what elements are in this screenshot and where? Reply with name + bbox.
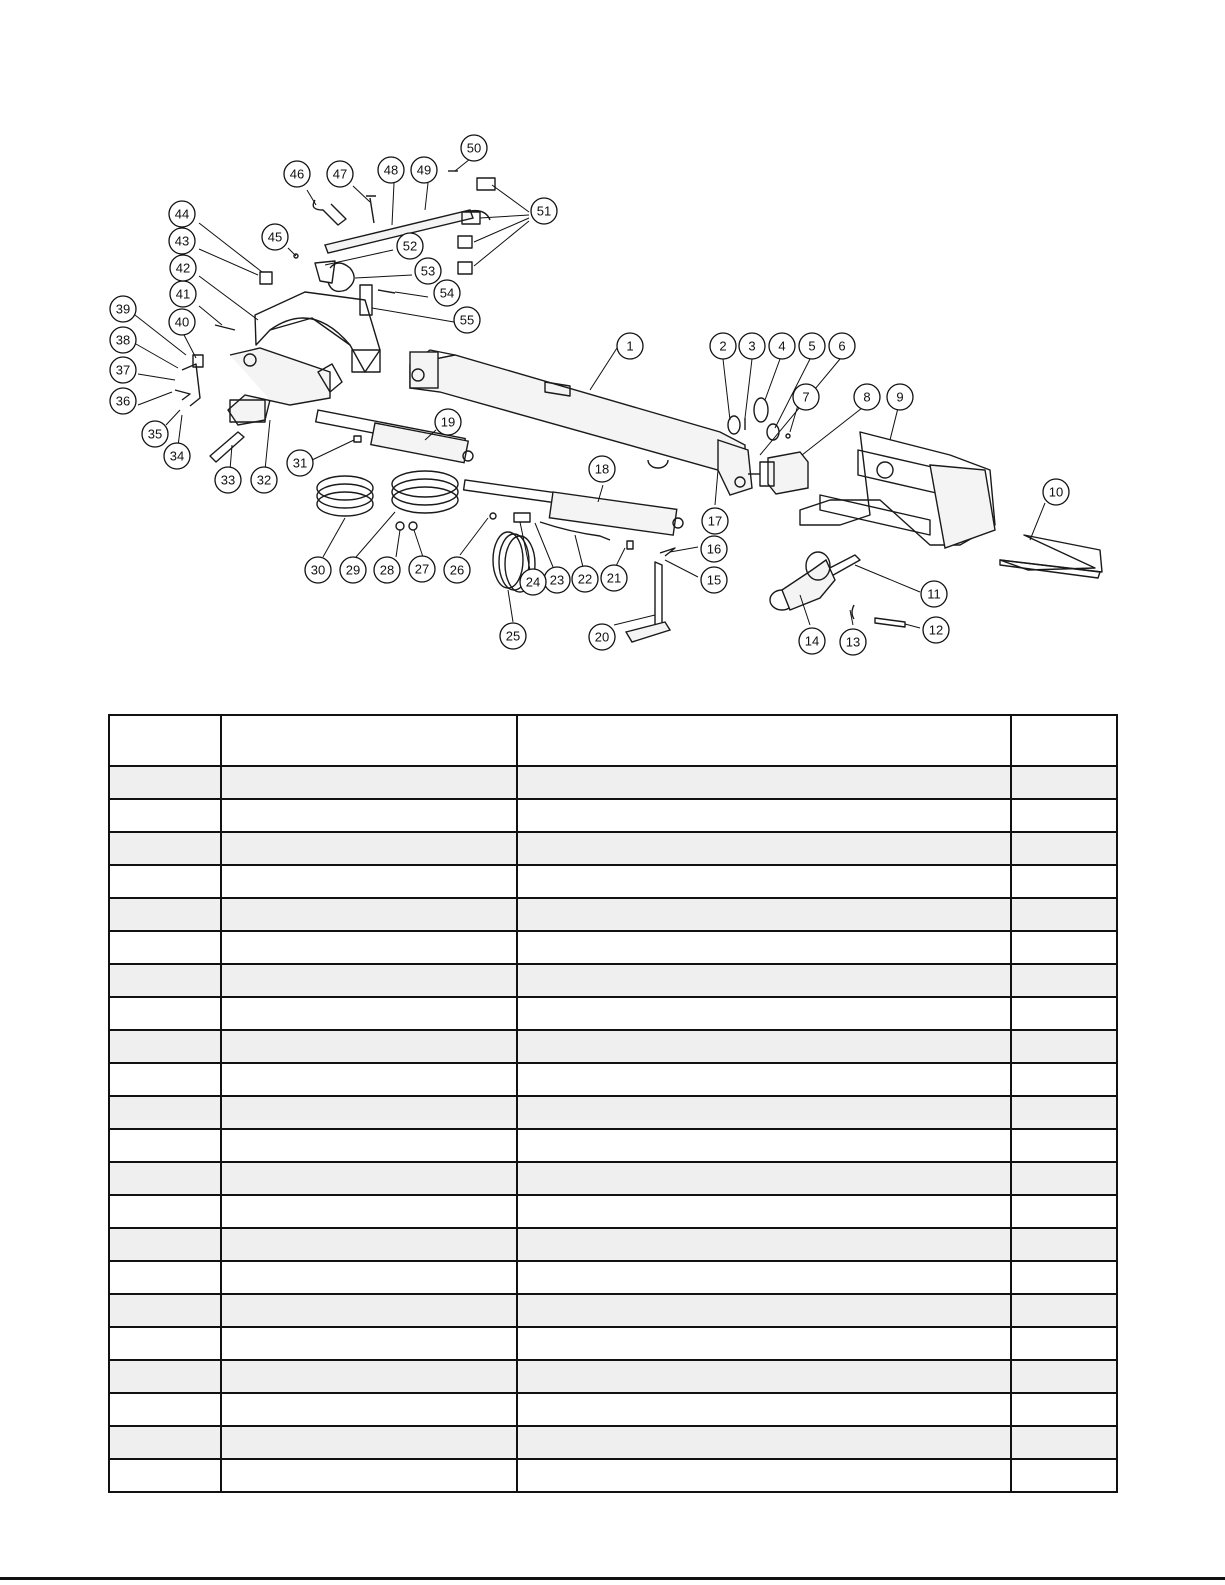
cell-item <box>109 898 221 931</box>
cell-part-number <box>221 1393 517 1426</box>
table-row <box>109 1294 1117 1327</box>
clip-13 <box>852 605 854 619</box>
cell-quantity <box>1011 766 1117 799</box>
cell-part-number <box>221 997 517 1030</box>
cell-part-number <box>221 766 517 799</box>
cell-part-number <box>221 931 517 964</box>
cell-quantity <box>1011 1459 1117 1492</box>
cell-description <box>517 1360 1011 1393</box>
cell-part-number <box>221 1030 517 1063</box>
callout-label: 36 <box>115 393 131 409</box>
callout-label: 43 <box>174 233 190 249</box>
table-row <box>109 898 1117 931</box>
cell-item <box>109 1360 221 1393</box>
callout-label: 53 <box>420 263 436 279</box>
table-row <box>109 1426 1117 1459</box>
table-row <box>109 1360 1117 1393</box>
callout-13 <box>840 629 866 655</box>
callout-label: 40 <box>174 314 190 330</box>
cell-part-number <box>221 1261 517 1294</box>
cell-part-number <box>221 865 517 898</box>
callout-25 <box>500 623 526 649</box>
callout-label: 28 <box>379 562 395 578</box>
table-row <box>109 1228 1117 1261</box>
callout-16 <box>701 536 727 562</box>
cell-part-number <box>221 1294 517 1327</box>
hitch-3pt-frame <box>800 432 995 548</box>
callout-label: 23 <box>549 572 565 588</box>
callout-48 <box>378 157 404 183</box>
cell-part-number <box>221 832 517 865</box>
cell-description <box>517 898 1011 931</box>
cell-description <box>517 931 1011 964</box>
cell-quantity <box>1011 1228 1117 1261</box>
cell-quantity <box>1011 964 1117 997</box>
cell-description <box>517 1393 1011 1426</box>
callout-23 <box>544 567 570 593</box>
cell-quantity <box>1011 1162 1117 1195</box>
cell-description <box>517 1030 1011 1063</box>
callout-label: 9 <box>896 389 904 405</box>
callout-label: 17 <box>707 513 723 529</box>
callout-label: 31 <box>292 455 308 471</box>
cell-quantity <box>1011 1360 1117 1393</box>
cell-quantity <box>1011 1129 1117 1162</box>
cell-description <box>517 1426 1011 1459</box>
callout-28 <box>374 557 400 583</box>
callout-50 <box>461 135 487 161</box>
callout-label: 37 <box>115 362 131 378</box>
table-row <box>109 1063 1117 1096</box>
cell-description <box>517 1162 1011 1195</box>
exploded-parts-diagram <box>0 0 1225 700</box>
callout-label: 13 <box>845 634 861 650</box>
callout-label: 51 <box>536 203 552 219</box>
callout-11 <box>921 581 947 607</box>
cell-item <box>109 1096 221 1129</box>
cell-item <box>109 865 221 898</box>
cell-item <box>109 832 221 865</box>
callout-label: 24 <box>525 574 541 590</box>
table-row <box>109 1162 1117 1195</box>
cell-quantity <box>1011 1096 1117 1129</box>
callout-label: 46 <box>289 166 305 182</box>
cell-item <box>109 1129 221 1162</box>
callout-46 <box>284 161 310 187</box>
callout-label: 18 <box>594 461 610 477</box>
cell-item <box>109 1162 221 1195</box>
cell-description <box>517 1129 1011 1162</box>
callout-label: 41 <box>175 286 191 302</box>
table-row <box>109 964 1117 997</box>
callout-10 <box>1043 479 1069 505</box>
cell-item <box>109 1261 221 1294</box>
callout-label: 12 <box>928 622 944 638</box>
callout-21 <box>601 565 627 591</box>
callout-41 <box>170 281 196 307</box>
cell-description <box>517 1096 1011 1129</box>
table-row <box>109 997 1117 1030</box>
callout-label: 11 <box>927 586 941 602</box>
callout-label: 54 <box>439 285 455 301</box>
callout-label: 48 <box>383 162 399 178</box>
cell-item <box>109 1459 221 1492</box>
callout-47 <box>327 161 353 187</box>
callout-30 <box>305 557 331 583</box>
callout-40 <box>169 309 195 335</box>
callout-44 <box>169 201 195 227</box>
cell-item <box>109 766 221 799</box>
callout-31 <box>287 450 313 476</box>
table-row <box>109 766 1117 799</box>
cell-part-number <box>221 964 517 997</box>
cell-quantity <box>1011 898 1117 931</box>
callout-label: 49 <box>416 162 432 178</box>
page-bottom-rule <box>0 1577 1225 1580</box>
callout-14 <box>799 628 825 654</box>
callout-label: 32 <box>256 472 272 488</box>
callout-15 <box>701 567 727 593</box>
cell-part-number <box>221 1129 517 1162</box>
callout-38 <box>110 327 136 353</box>
cell-part-number <box>221 1195 517 1228</box>
table-row <box>109 865 1117 898</box>
table-row <box>109 799 1117 832</box>
callout-8 <box>854 384 880 410</box>
cell-part-number <box>221 1360 517 1393</box>
cell-description <box>517 997 1011 1030</box>
table-row <box>109 832 1117 865</box>
callout-label: 50 <box>466 140 482 156</box>
callout-18 <box>589 456 615 482</box>
cell-description <box>517 865 1011 898</box>
cell-description <box>517 1294 1011 1327</box>
cell-part-number <box>221 1228 517 1261</box>
callout-51 <box>531 198 557 224</box>
cell-part-number <box>221 1426 517 1459</box>
callout-26 <box>444 557 470 583</box>
callout-label: 26 <box>449 562 465 578</box>
cell-description <box>517 799 1011 832</box>
cell-description <box>517 1195 1011 1228</box>
header-part-number <box>221 715 517 766</box>
cell-description <box>517 1327 1011 1360</box>
cell-description <box>517 1228 1011 1261</box>
table-row <box>109 1261 1117 1294</box>
cell-item <box>109 1228 221 1261</box>
callout-34 <box>164 443 190 469</box>
callout-label: 22 <box>577 571 593 587</box>
cell-item <box>109 964 221 997</box>
cell-item <box>109 1294 221 1327</box>
callout-label: 39 <box>115 301 131 317</box>
callout-17 <box>702 508 728 534</box>
callout-label: 5 <box>808 338 816 354</box>
cell-item <box>109 1030 221 1063</box>
callout-32 <box>251 467 277 493</box>
callout-label: 38 <box>115 332 131 348</box>
cell-description <box>517 1459 1011 1492</box>
callout-43 <box>169 228 195 254</box>
cell-part-number <box>221 1063 517 1096</box>
gearbox <box>748 452 808 494</box>
callout-27 <box>409 556 435 582</box>
callout-12 <box>923 617 949 643</box>
cell-item <box>109 1063 221 1096</box>
callout-4 <box>769 333 795 359</box>
callout-label: 8 <box>863 389 871 405</box>
table-header-row <box>109 715 1117 766</box>
callout-label: 29 <box>345 562 361 578</box>
cell-description <box>517 832 1011 865</box>
cell-quantity <box>1011 799 1117 832</box>
cell-quantity <box>1011 1327 1117 1360</box>
callout-label: 3 <box>748 338 756 354</box>
callout-label: 25 <box>505 628 521 644</box>
callout-label: 20 <box>594 629 610 645</box>
cell-description <box>517 1261 1011 1294</box>
pivot-bracket <box>228 348 342 425</box>
callout-29 <box>340 557 366 583</box>
callout-36 <box>110 388 136 414</box>
cell-quantity <box>1011 865 1117 898</box>
cell-quantity <box>1011 1294 1117 1327</box>
parts-list-table <box>108 714 1118 1493</box>
cell-item <box>109 1327 221 1360</box>
callout-label: 42 <box>175 260 191 276</box>
callout-3 <box>739 333 765 359</box>
callout-2 <box>710 333 736 359</box>
cell-quantity <box>1011 931 1117 964</box>
callout-label: 47 <box>332 166 348 182</box>
cell-item <box>109 931 221 964</box>
cell-quantity <box>1011 1195 1117 1228</box>
cell-quantity <box>1011 1063 1117 1096</box>
callout-6 <box>829 333 855 359</box>
cell-quantity <box>1011 1426 1117 1459</box>
callout-19 <box>435 409 461 435</box>
cell-quantity <box>1011 832 1117 865</box>
callout-7 <box>793 384 819 410</box>
cell-item <box>109 1393 221 1426</box>
callout-label: 27 <box>414 561 430 577</box>
jack-stand <box>626 562 670 642</box>
callout-label: 44 <box>174 206 190 222</box>
callout-54 <box>434 280 460 306</box>
table-row <box>109 1327 1117 1360</box>
bracket-10 <box>1000 535 1102 578</box>
cell-item <box>109 1426 221 1459</box>
table-row <box>109 1459 1117 1492</box>
callout-53 <box>415 258 441 284</box>
cell-item <box>109 1195 221 1228</box>
callout-label: 33 <box>220 472 236 488</box>
cell-item <box>109 799 221 832</box>
callout-label: 7 <box>802 389 810 405</box>
callout-label: 4 <box>778 338 786 354</box>
table-row <box>109 931 1117 964</box>
callout-label: 2 <box>719 338 727 354</box>
cell-item <box>109 997 221 1030</box>
callout-1 <box>617 333 643 359</box>
callout-33 <box>215 467 241 493</box>
header-item <box>109 715 221 766</box>
callout-label: 21 <box>606 570 622 586</box>
table-row <box>109 1096 1117 1129</box>
callout-label: 1 <box>626 338 634 354</box>
callout-label: 16 <box>706 541 722 557</box>
callout-37 <box>110 357 136 383</box>
cell-part-number <box>221 1096 517 1129</box>
cell-part-number <box>221 1327 517 1360</box>
cylinder-18 <box>464 480 683 535</box>
callout-label: 35 <box>147 426 163 442</box>
cell-quantity <box>1011 1261 1117 1294</box>
table-row <box>109 1030 1117 1063</box>
callout-35 <box>142 421 168 447</box>
callout-42 <box>170 255 196 281</box>
callout-9 <box>887 384 913 410</box>
cell-part-number <box>221 799 517 832</box>
callout-55 <box>454 307 480 333</box>
cell-part-number <box>221 1162 517 1195</box>
callout-22 <box>572 566 598 592</box>
callout-49 <box>411 157 437 183</box>
cell-part-number <box>221 1459 517 1492</box>
callout-39 <box>110 296 136 322</box>
table-row <box>109 1129 1117 1162</box>
callout-label: 45 <box>267 229 283 245</box>
callout-52 <box>397 233 423 259</box>
header-description <box>517 715 1011 766</box>
callout-20 <box>589 624 615 650</box>
cell-quantity <box>1011 1393 1117 1426</box>
cell-part-number <box>221 898 517 931</box>
callout-label: 6 <box>838 338 846 354</box>
callout-label: 55 <box>459 312 475 328</box>
cell-description <box>517 1063 1011 1096</box>
cell-quantity <box>1011 1030 1117 1063</box>
table-row <box>109 1393 1117 1426</box>
callout-label: 10 <box>1048 484 1064 500</box>
callout-24 <box>520 569 546 595</box>
pin-33 <box>210 432 244 462</box>
cell-description <box>517 964 1011 997</box>
cell-quantity <box>1011 997 1117 1030</box>
pin-12 <box>875 618 905 627</box>
callout-label: 52 <box>402 238 418 254</box>
callout-45 <box>262 224 288 250</box>
callout-label: 30 <box>310 562 326 578</box>
callout-label: 34 <box>169 448 185 464</box>
header-quantity <box>1011 715 1117 766</box>
callout-label: 15 <box>706 572 722 588</box>
callout-label: 19 <box>440 414 456 430</box>
callout-label: 14 <box>804 633 820 649</box>
callout-5 <box>799 333 825 359</box>
cell-description <box>517 766 1011 799</box>
table-row <box>109 1195 1117 1228</box>
